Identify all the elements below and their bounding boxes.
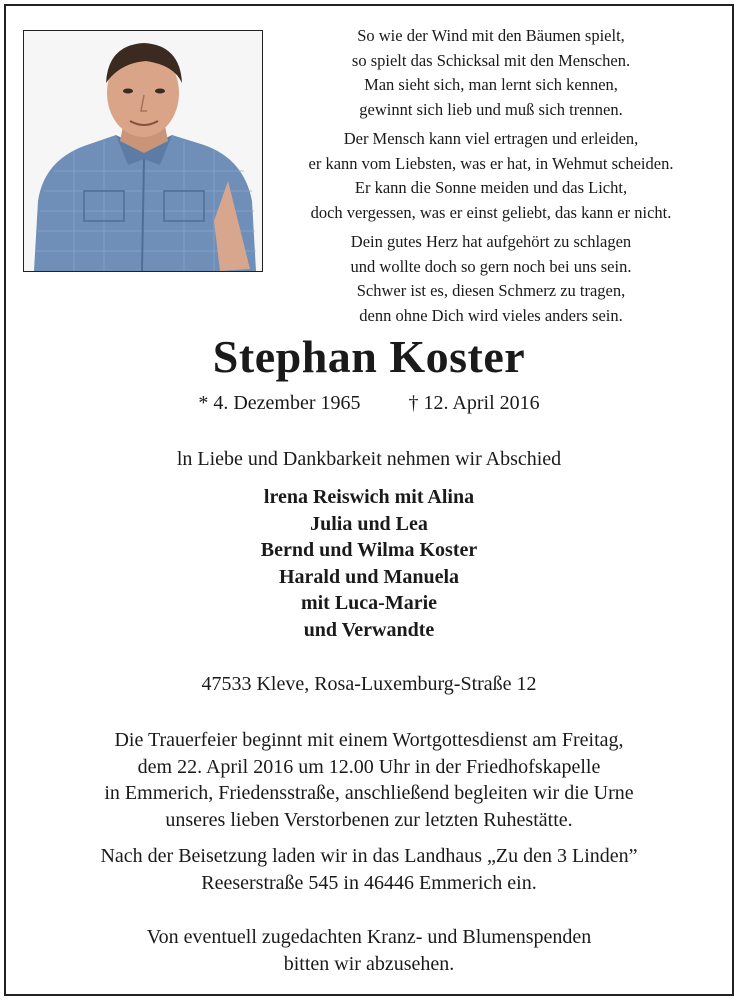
poem-line: Man sieht sich, man lernt sich kennen, (364, 75, 618, 94)
poem-line: Er kann die Sonne meiden und das Licht, (354, 178, 628, 197)
poem-line: gewinnt sich lieb und muß sich trennen. (359, 99, 623, 119)
family-address: 47533 Kleve, Rosa-Luxemburg-Straße 12 (201, 673, 537, 695)
poem-line: doch vergessen, was er einst geliebt, das kann er nicht. (310, 202, 672, 222)
mourner-line: Bernd und Wilma Koster (260, 539, 478, 561)
mourner-line: lrena Reiswich mit Alina (263, 486, 475, 508)
reception-info (0, 843, 738, 896)
poem-stanza (268, 24, 714, 122)
poem-line: So wie der Wind mit den Bäumen spielt, (357, 26, 625, 45)
funeral-service-info (0, 727, 738, 834)
service-line: in Emmerich, Friedensstraße, anschließend begleiten wir die Urne (104, 782, 634, 805)
portrait-illustration (24, 31, 262, 271)
mourner-line: und Verwandte (303, 618, 435, 641)
memorial-poem (268, 24, 714, 333)
service-line: dem 22. April 2016 um 12.00 Uhr in der Friedhofskapelle (137, 755, 601, 778)
poem-stanza (268, 127, 714, 225)
service-line: unseres lieben Verstorbenen zur letzten Ruhestätte. (165, 809, 573, 832)
deceased-name: Stephan Koster (212, 331, 526, 382)
donations-line: Von eventuell zugedachten Kranz- und Blumenspenden (146, 926, 592, 948)
donations-note (0, 924, 738, 977)
poem-stanza (268, 230, 714, 328)
portrait-photo (23, 30, 263, 272)
service-line: Die Trauerfeier beginnt mit einem Wortgottesdienst am Freitag, (114, 729, 624, 751)
poem-line: und wollte doch so gern noch bei uns sein. (350, 256, 632, 276)
poem-line: so spielt das Schicksal mit den Menschen. (351, 50, 631, 70)
poem-line: er kann vom Liebsten, was er hat, in Wehmut scheiden. (308, 153, 674, 173)
mourners-list (0, 484, 738, 643)
poem-line: denn ohne Dich wird vieles anders sein. (359, 305, 623, 325)
donations-line: bitten wir abzusehen. (283, 952, 455, 975)
poem-line: Der Mensch kann viel ertragen und erleiden, (343, 129, 639, 148)
poem-line: Dein gutes Herz hat aufgehört zu schlagen (350, 232, 632, 251)
mourner-line: mit Luca-Marie (300, 592, 438, 614)
mourner-line: Harald und Manuela (278, 565, 460, 588)
poem-line: Schwer ist es, diesen Schmerz zu tragen, (356, 281, 626, 300)
life-dates (0, 392, 738, 415)
birth-date: * 4. Dezember 1965 (198, 392, 361, 414)
reception-line: Reeserstraße 545 in 46446 Emmerich ein. (201, 871, 537, 894)
mourner-line: Julia und Lea (310, 512, 428, 535)
farewell-text: ln Liebe und Dankbarkeit nehmen wir Abschied (176, 448, 562, 470)
death-date: † 12. April 2016 (408, 392, 540, 414)
reception-line: Nach der Beisetzung laden wir in das Landhaus „Zu den 3 Linden” (100, 845, 638, 867)
